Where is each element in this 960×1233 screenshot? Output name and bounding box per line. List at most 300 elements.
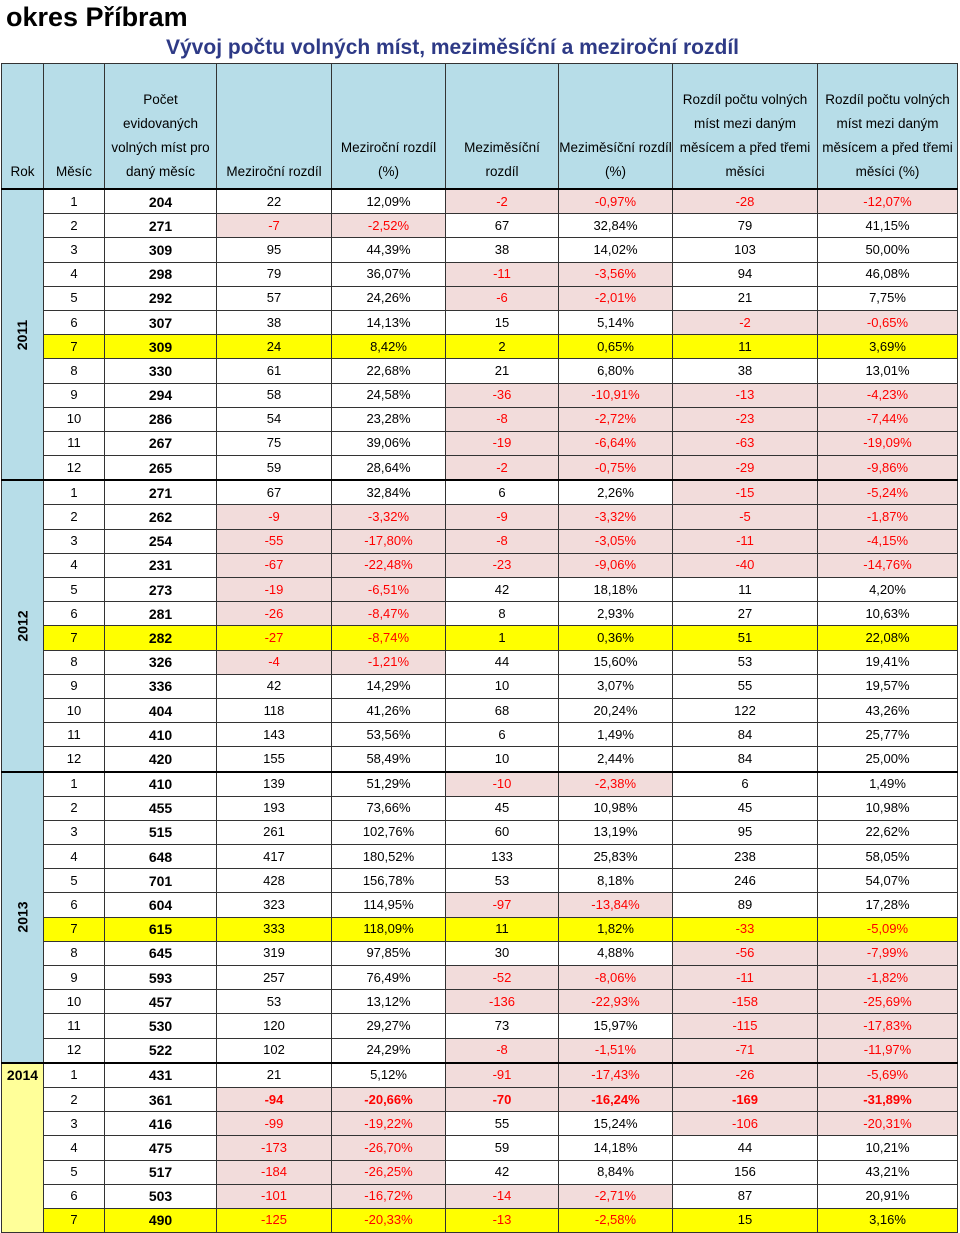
mom-pct-cell: -2,72% [559, 407, 673, 431]
3m-pct-cell: 10,98% [818, 796, 958, 820]
month-cell: 2 [44, 505, 105, 529]
count-cell: 455 [105, 796, 217, 820]
year-label: 2012 [14, 610, 31, 642]
count-cell: 330 [105, 359, 217, 383]
yoy-pct-cell: -26,25% [332, 1160, 446, 1184]
mom-pct-cell: 3,07% [559, 674, 673, 698]
header-mom-diff: Meziměsíční rozdíl [446, 64, 559, 190]
month-cell: 6 [44, 1184, 105, 1208]
month-cell: 9 [44, 966, 105, 990]
month-cell: 7 [44, 1208, 105, 1232]
yoy-pct-cell: 97,85% [332, 941, 446, 965]
count-cell: 292 [105, 286, 217, 310]
mom-pct-cell: -3,32% [559, 505, 673, 529]
3m-pct-cell: 58,05% [818, 845, 958, 869]
table-row [2, 772, 958, 797]
header-yoy-diff: Meziroční rozdíl [217, 64, 332, 190]
vacancy-table [1, 63, 958, 1233]
yoy-pct-cell: 36,07% [332, 262, 446, 286]
3m-pct-cell: -14,76% [818, 553, 958, 577]
month-cell: 11 [44, 1014, 105, 1038]
table-row [2, 262, 958, 286]
mom-diff-cell: 60 [446, 820, 559, 844]
count-cell: 282 [105, 626, 217, 650]
3m-diff-cell: -158 [673, 990, 818, 1014]
table-row [2, 1014, 958, 1038]
yoy-pct-cell: -17,80% [332, 529, 446, 553]
yoy-diff-cell: 143 [217, 723, 332, 747]
page-title: okres Příbram [6, 2, 188, 32]
mom-diff-cell: -52 [446, 966, 559, 990]
3m-pct-cell: 25,00% [818, 747, 958, 772]
yoy-diff-cell: -27 [217, 626, 332, 650]
yoy-pct-cell: 23,28% [332, 407, 446, 431]
mom-diff-cell: -8 [446, 1038, 559, 1063]
mom-diff-cell: 42 [446, 578, 559, 602]
3m-diff-cell: -2 [673, 310, 818, 334]
3m-diff-cell: -11 [673, 529, 818, 553]
mom-pct-cell: -0,75% [559, 456, 673, 481]
month-cell: 5 [44, 869, 105, 893]
mom-pct-cell: -17,43% [559, 1063, 673, 1088]
mom-diff-cell: 10 [446, 674, 559, 698]
table-row [2, 310, 958, 334]
count-cell: 281 [105, 602, 217, 626]
mom-diff-cell: 6 [446, 723, 559, 747]
yoy-pct-cell: -19,22% [332, 1112, 446, 1136]
mom-diff-cell: 42 [446, 1160, 559, 1184]
yoy-diff-cell: 428 [217, 869, 332, 893]
mom-diff-cell: -14 [446, 1184, 559, 1208]
table-row [2, 578, 958, 602]
count-cell: 410 [105, 723, 217, 747]
table-row [2, 553, 958, 577]
mom-pct-cell: 20,24% [559, 698, 673, 722]
month-cell: 5 [44, 1160, 105, 1184]
yoy-diff-cell: 417 [217, 845, 332, 869]
month-cell: 3 [44, 820, 105, 844]
3m-diff-cell: -11 [673, 966, 818, 990]
yoy-pct-cell: 28,64% [332, 456, 446, 481]
3m-pct-cell: 54,07% [818, 869, 958, 893]
mom-pct-cell: 8,84% [559, 1160, 673, 1184]
month-cell: 2 [44, 1087, 105, 1111]
yoy-pct-cell: 44,39% [332, 238, 446, 262]
month-cell: 9 [44, 383, 105, 407]
count-cell: 648 [105, 845, 217, 869]
count-cell: 615 [105, 917, 217, 941]
3m-diff-cell: -169 [673, 1087, 818, 1111]
table-row [2, 1160, 958, 1184]
3m-diff-cell: -33 [673, 917, 818, 941]
count-cell: 431 [105, 1063, 217, 1088]
count-cell: 294 [105, 383, 217, 407]
3m-diff-cell: 38 [673, 359, 818, 383]
mom-pct-cell: -16,24% [559, 1087, 673, 1111]
mom-diff-cell: -70 [446, 1087, 559, 1111]
yoy-pct-cell: 32,84% [332, 480, 446, 505]
yoy-pct-cell: 24,26% [332, 286, 446, 310]
3m-pct-cell: -19,09% [818, 431, 958, 455]
yoy-diff-cell: 75 [217, 431, 332, 455]
3m-pct-cell: 13,01% [818, 359, 958, 383]
mom-pct-cell: -3,05% [559, 529, 673, 553]
mom-pct-cell: -8,06% [559, 966, 673, 990]
month-cell: 11 [44, 723, 105, 747]
mom-pct-cell: -6,64% [559, 431, 673, 455]
3m-diff-cell: -29 [673, 456, 818, 481]
3m-pct-cell: -9,86% [818, 456, 958, 481]
3m-pct-cell: -17,83% [818, 1014, 958, 1038]
3m-diff-cell: -28 [673, 189, 818, 214]
yoy-diff-cell: 257 [217, 966, 332, 990]
mom-pct-cell: -2,71% [559, 1184, 673, 1208]
3m-pct-cell: 46,08% [818, 262, 958, 286]
yoy-pct-cell: 24,29% [332, 1038, 446, 1063]
yoy-diff-cell: -55 [217, 529, 332, 553]
table-row [2, 529, 958, 553]
count-cell: 267 [105, 431, 217, 455]
yoy-diff-cell: 118 [217, 698, 332, 722]
mom-diff-cell: -136 [446, 990, 559, 1014]
year-cell [2, 1063, 44, 1233]
yoy-diff-cell: -101 [217, 1184, 332, 1208]
3m-diff-cell: 95 [673, 820, 818, 844]
mom-pct-cell: 14,02% [559, 238, 673, 262]
yoy-pct-cell: 76,49% [332, 966, 446, 990]
count-cell: 530 [105, 1014, 217, 1038]
table-row [2, 674, 958, 698]
3m-diff-cell: 15 [673, 1208, 818, 1232]
table-subtitle: Vývoj počtu volných míst, meziměsíční a meziroční rozdíl [166, 36, 739, 59]
mom-pct-cell: 32,84% [559, 214, 673, 238]
yoy-diff-cell: -184 [217, 1160, 332, 1184]
count-cell: 309 [105, 238, 217, 262]
month-cell: 12 [44, 456, 105, 481]
yoy-pct-cell: -1,21% [332, 650, 446, 674]
yoy-pct-cell: 14,29% [332, 674, 446, 698]
yoy-pct-cell: -20,66% [332, 1087, 446, 1111]
yoy-pct-cell: 53,56% [332, 723, 446, 747]
3m-pct-cell: 4,20% [818, 578, 958, 602]
mom-pct-cell: 14,18% [559, 1136, 673, 1160]
count-cell: 273 [105, 578, 217, 602]
month-cell: 6 [44, 310, 105, 334]
3m-diff-cell: 11 [673, 578, 818, 602]
table-row [2, 431, 958, 455]
count-cell: 490 [105, 1208, 217, 1232]
mom-diff-cell: 11 [446, 917, 559, 941]
3m-diff-cell: 44 [673, 1136, 818, 1160]
table-row [2, 917, 958, 941]
mom-diff-cell: 68 [446, 698, 559, 722]
count-cell: 271 [105, 214, 217, 238]
3m-pct-cell: 3,16% [818, 1208, 958, 1232]
table-row [2, 359, 958, 383]
3m-diff-cell: -15 [673, 480, 818, 505]
3m-pct-cell: 43,26% [818, 698, 958, 722]
mom-diff-cell: -2 [446, 456, 559, 481]
count-cell: 701 [105, 869, 217, 893]
yoy-pct-cell: 114,95% [332, 893, 446, 917]
3m-diff-cell: 87 [673, 1184, 818, 1208]
mom-pct-cell: 6,80% [559, 359, 673, 383]
yoy-diff-cell: 24 [217, 335, 332, 359]
month-cell: 2 [44, 796, 105, 820]
3m-pct-cell: 7,75% [818, 286, 958, 310]
yoy-diff-cell: 42 [217, 674, 332, 698]
header-row [2, 64, 958, 190]
3m-diff-cell: 27 [673, 602, 818, 626]
3m-diff-cell: -26 [673, 1063, 818, 1088]
table-row [2, 480, 958, 505]
yoy-diff-cell: 61 [217, 359, 332, 383]
month-cell: 10 [44, 407, 105, 431]
mom-diff-cell: -19 [446, 431, 559, 455]
3m-pct-cell: 10,63% [818, 602, 958, 626]
3m-pct-cell: -31,89% [818, 1087, 958, 1111]
yoy-diff-cell: 67 [217, 480, 332, 505]
month-cell: 7 [44, 335, 105, 359]
table-row [2, 383, 958, 407]
3m-pct-cell: -12,07% [818, 189, 958, 214]
3m-pct-cell: 43,21% [818, 1160, 958, 1184]
table-row [2, 1063, 958, 1088]
mom-diff-cell: -11 [446, 262, 559, 286]
yoy-diff-cell: 22 [217, 189, 332, 214]
yoy-diff-cell: 193 [217, 796, 332, 820]
count-cell: 204 [105, 189, 217, 214]
header-year: Rok [2, 64, 44, 190]
yoy-diff-cell: 79 [217, 262, 332, 286]
mom-pct-cell: -2,58% [559, 1208, 673, 1232]
month-cell: 10 [44, 698, 105, 722]
month-cell: 8 [44, 650, 105, 674]
3m-pct-cell: -5,09% [818, 917, 958, 941]
yoy-pct-cell: 156,78% [332, 869, 446, 893]
header-3m-pct: Rozdíl počtu volných míst mezi daným měsícem a před třemi měsíci (%) [818, 64, 958, 190]
mom-pct-cell: -2,01% [559, 286, 673, 310]
table-row [2, 869, 958, 893]
yoy-pct-cell: 39,06% [332, 431, 446, 455]
yoy-diff-cell: -19 [217, 578, 332, 602]
yoy-pct-cell: 180,52% [332, 845, 446, 869]
month-cell: 10 [44, 990, 105, 1014]
month-cell: 11 [44, 431, 105, 455]
yoy-diff-cell: 319 [217, 941, 332, 965]
table-row [2, 723, 958, 747]
year-label: 2011 [14, 319, 31, 350]
3m-pct-cell: 20,91% [818, 1184, 958, 1208]
month-cell: 8 [44, 941, 105, 965]
mom-pct-cell: 1,49% [559, 723, 673, 747]
3m-diff-cell: -56 [673, 941, 818, 965]
3m-diff-cell: -13 [673, 383, 818, 407]
yoy-diff-cell: 21 [217, 1063, 332, 1088]
count-cell: 645 [105, 941, 217, 965]
3m-diff-cell: 79 [673, 214, 818, 238]
mom-diff-cell: -36 [446, 383, 559, 407]
table-row [2, 335, 958, 359]
month-cell: 7 [44, 917, 105, 941]
table-row [2, 941, 958, 965]
table-row [2, 796, 958, 820]
mom-pct-cell: -2,38% [559, 772, 673, 797]
month-cell: 2 [44, 214, 105, 238]
3m-pct-cell: -5,69% [818, 1063, 958, 1088]
yoy-pct-cell: -8,74% [332, 626, 446, 650]
3m-diff-cell: 84 [673, 723, 818, 747]
yoy-pct-cell: 58,49% [332, 747, 446, 772]
mom-diff-cell: 15 [446, 310, 559, 334]
yoy-diff-cell: -7 [217, 214, 332, 238]
yoy-pct-cell: 41,26% [332, 698, 446, 722]
table-row [2, 893, 958, 917]
table-row [2, 1112, 958, 1136]
3m-diff-cell: -63 [673, 431, 818, 455]
mom-diff-cell: -97 [446, 893, 559, 917]
3m-diff-cell: 246 [673, 869, 818, 893]
mom-pct-cell: 15,24% [559, 1112, 673, 1136]
yoy-pct-cell: 118,09% [332, 917, 446, 941]
table-row [2, 626, 958, 650]
3m-diff-cell: 53 [673, 650, 818, 674]
3m-pct-cell: 22,62% [818, 820, 958, 844]
count-cell: 262 [105, 505, 217, 529]
table-row [2, 238, 958, 262]
yoy-pct-cell: -6,51% [332, 578, 446, 602]
yoy-diff-cell: 102 [217, 1038, 332, 1063]
yoy-pct-cell: 73,66% [332, 796, 446, 820]
3m-pct-cell: -5,24% [818, 480, 958, 505]
month-cell: 8 [44, 359, 105, 383]
month-cell: 4 [44, 262, 105, 286]
mom-diff-cell: 30 [446, 941, 559, 965]
yoy-pct-cell: 14,13% [332, 310, 446, 334]
mom-diff-cell: 21 [446, 359, 559, 383]
table-row [2, 698, 958, 722]
yoy-diff-cell: 155 [217, 747, 332, 772]
table-row [2, 820, 958, 844]
count-cell: 522 [105, 1038, 217, 1063]
yoy-diff-cell: 38 [217, 310, 332, 334]
mom-diff-cell: -6 [446, 286, 559, 310]
yoy-pct-cell: 51,29% [332, 772, 446, 797]
3m-diff-cell: 6 [673, 772, 818, 797]
3m-pct-cell: -20,31% [818, 1112, 958, 1136]
table-row [2, 1184, 958, 1208]
yoy-pct-cell: 13,12% [332, 990, 446, 1014]
count-cell: 457 [105, 990, 217, 1014]
3m-diff-cell: 89 [673, 893, 818, 917]
month-cell: 7 [44, 626, 105, 650]
3m-diff-cell: 55 [673, 674, 818, 698]
month-cell: 12 [44, 1038, 105, 1063]
mom-pct-cell: 10,98% [559, 796, 673, 820]
mom-diff-cell: -10 [446, 772, 559, 797]
3m-pct-cell: -7,99% [818, 941, 958, 965]
3m-pct-cell: 10,21% [818, 1136, 958, 1160]
year-cell [2, 480, 44, 771]
month-cell: 6 [44, 602, 105, 626]
count-cell: 410 [105, 772, 217, 797]
count-cell: 265 [105, 456, 217, 481]
3m-pct-cell: 19,57% [818, 674, 958, 698]
3m-diff-cell: 103 [673, 238, 818, 262]
table-row [2, 1208, 958, 1232]
table-row [2, 1136, 958, 1160]
mom-diff-cell: -13 [446, 1208, 559, 1232]
month-cell: 1 [44, 480, 105, 505]
3m-pct-cell: -25,69% [818, 990, 958, 1014]
mom-diff-cell: 45 [446, 796, 559, 820]
3m-diff-cell: -115 [673, 1014, 818, 1038]
mom-pct-cell: 0,36% [559, 626, 673, 650]
mom-diff-cell: 6 [446, 480, 559, 505]
table-row [2, 407, 958, 431]
mom-diff-cell: 53 [446, 869, 559, 893]
month-cell: 1 [44, 1063, 105, 1088]
mom-diff-cell: 8 [446, 602, 559, 626]
3m-diff-cell: -71 [673, 1038, 818, 1063]
table-row [2, 189, 958, 214]
count-cell: 416 [105, 1112, 217, 1136]
count-cell: 298 [105, 262, 217, 286]
year-label: 2013 [14, 901, 31, 933]
mom-pct-cell: -0,97% [559, 189, 673, 214]
yoy-diff-cell: -26 [217, 602, 332, 626]
header-3m-diff: Rozdíl počtu volných míst mezi daným měsícem a před třemi měsíci [673, 64, 818, 190]
3m-pct-cell: -1,87% [818, 505, 958, 529]
mom-pct-cell: -3,56% [559, 262, 673, 286]
3m-diff-cell: 238 [673, 845, 818, 869]
mom-pct-cell: 15,97% [559, 1014, 673, 1038]
count-cell: 326 [105, 650, 217, 674]
3m-diff-cell: -40 [673, 553, 818, 577]
mom-pct-cell: -1,51% [559, 1038, 673, 1063]
count-cell: 307 [105, 310, 217, 334]
mom-diff-cell: 1 [446, 626, 559, 650]
3m-pct-cell: -11,97% [818, 1038, 958, 1063]
yoy-diff-cell: 59 [217, 456, 332, 481]
year-cell [2, 772, 44, 1063]
3m-pct-cell: 3,69% [818, 335, 958, 359]
yoy-pct-cell: 29,27% [332, 1014, 446, 1038]
3m-diff-cell: -5 [673, 505, 818, 529]
month-cell: 5 [44, 286, 105, 310]
mom-diff-cell: -2 [446, 189, 559, 214]
month-cell: 1 [44, 189, 105, 214]
mom-pct-cell: -9,06% [559, 553, 673, 577]
yoy-diff-cell: -125 [217, 1208, 332, 1232]
mom-diff-cell: 73 [446, 1014, 559, 1038]
month-cell: 4 [44, 845, 105, 869]
table-row [2, 214, 958, 238]
yoy-diff-cell: 139 [217, 772, 332, 797]
yoy-diff-cell: 57 [217, 286, 332, 310]
count-cell: 309 [105, 335, 217, 359]
month-cell: 3 [44, 529, 105, 553]
count-cell: 420 [105, 747, 217, 772]
yoy-diff-cell: 333 [217, 917, 332, 941]
count-cell: 475 [105, 1136, 217, 1160]
yoy-diff-cell: -4 [217, 650, 332, 674]
header-count: Počet evidovaných volných míst pro daný měsíc [105, 64, 217, 190]
yoy-pct-cell: 24,58% [332, 383, 446, 407]
table-row [2, 286, 958, 310]
header-yoy-pct: Meziroční rozdíl (%) [332, 64, 446, 190]
header-mom-pct: Meziměsíční rozdíl (%) [559, 64, 673, 190]
